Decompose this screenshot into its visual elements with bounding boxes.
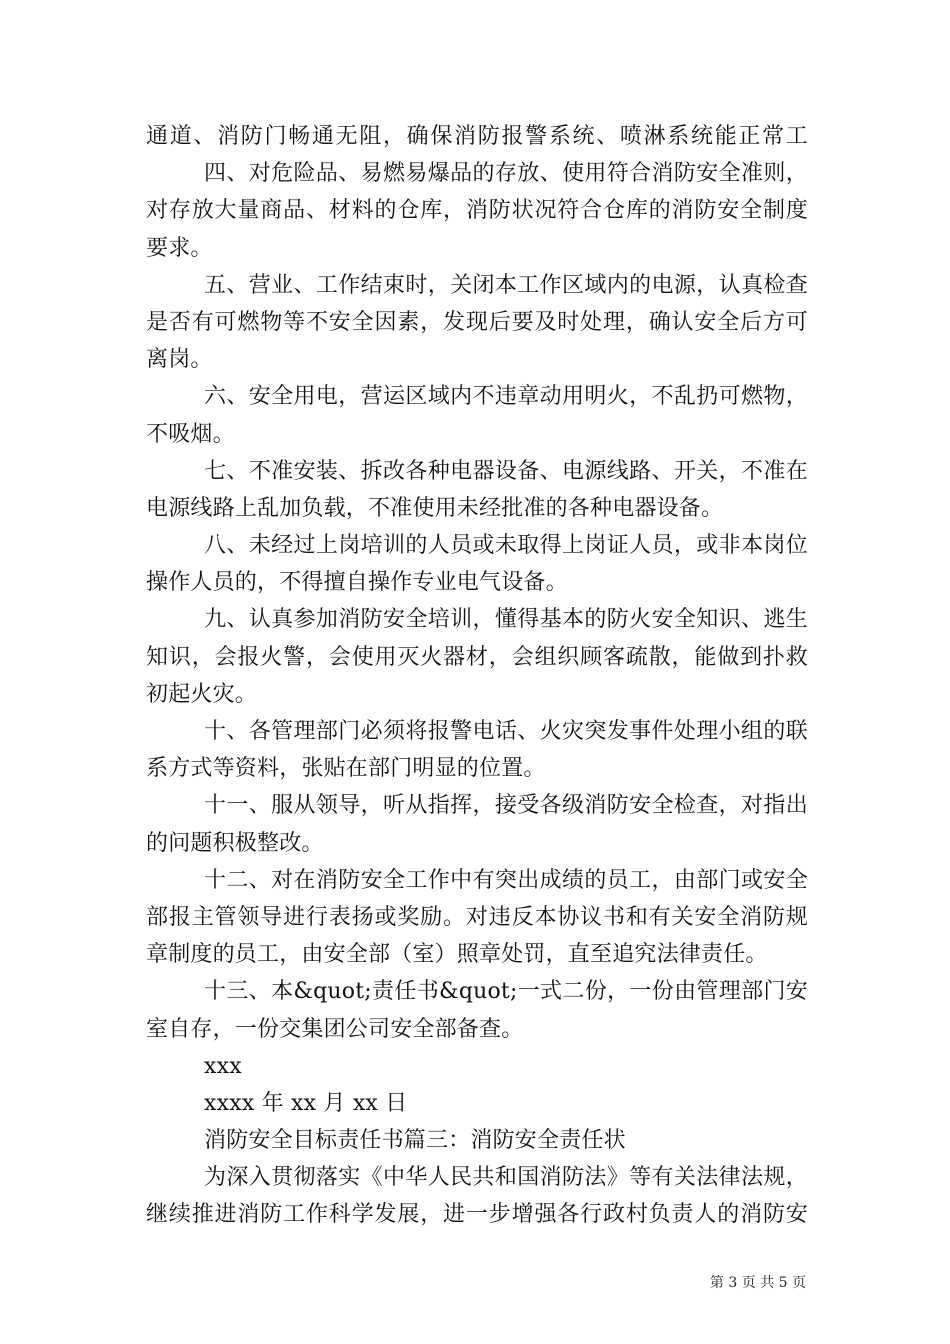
text-line: 是否有可燃物等不安全因素，发现后要及时处理，确认安全后方可	[146, 309, 808, 335]
text-line: 十一、服从领导，听从指挥，接受各级消防安全检查，对指出	[204, 793, 808, 819]
text-line: 知识，会报火警，会使用灭火器材，会组织顾客疏散，能做到扑救	[146, 644, 808, 670]
text-line: 操作人员的，不得擅自操作专业电气设备。	[146, 570, 568, 596]
text-line: 要求。	[146, 235, 213, 261]
text-line: 为深入贯彻落实《中华人民共和国消防法》等有关法律法规，	[204, 1165, 808, 1191]
text-line: 七、不准安装、拆改各种电器设备、电源线路、开关，不准在	[204, 458, 808, 484]
text-line: 六、安全用电，营运区域内不违章动用明火，不乱扔可燃物，	[204, 384, 808, 410]
text-line: 对存放大量商品、材料的仓库，消防状况符合仓库的消防安全制度	[146, 198, 808, 224]
text-line: 离岗。	[146, 347, 213, 373]
text-line: 部报主管领导进行表扬或奖励。对违反本协议书和有关安全消防规	[146, 904, 808, 930]
text-line: 室自存，一份交集团公司安全部备查。	[146, 1016, 524, 1042]
signature-date: xxxx 年 xx 月 xx 日	[204, 1090, 408, 1116]
document-body	[146, 118, 808, 1234]
text-line: 初起火灾。	[146, 681, 258, 707]
text-line: 电源线路上乱加负载，不准使用未经批准的各种电器设备。	[146, 495, 724, 521]
text-line: 八、未经过上岗培训的人员或未取得上岗证人员，或非本岗位	[204, 533, 808, 559]
text-line: 继续推进消防工作科学发展，进一步增强各行政村负责人的消防安	[146, 1202, 808, 1228]
text-line: 系方式等资料，张贴在部门明显的位置。	[146, 756, 546, 782]
text-line: 四、对危险品、易燃易爆品的存放、使用符合消防安全准则，	[204, 161, 808, 187]
signature-name: xxx	[204, 1053, 242, 1079]
text-line: 章制度的员工，由安全部（室）照章处罚，直至追究法律责任。	[146, 942, 768, 968]
text-line: 十、各管理部门必须将报警电话、火灾突发事件处理小组的联	[204, 719, 808, 744]
section-heading: 消防安全目标责任书篇三：消防安全责任状	[204, 1128, 626, 1154]
text-line: 不吸烟。	[146, 421, 235, 447]
page-number: 第 3 页 共 5 页	[709, 1275, 806, 1291]
text-line: 的问题积极整改。	[146, 830, 324, 856]
text-line: 九、认真参加消防安全培训，懂得基本的防火安全知识、逃生	[204, 607, 808, 633]
text-line: 五、营业、工作结束时，关闭本工作区域内的电源，认真检查	[204, 272, 808, 298]
text-line: 十二、对在消防安全工作中有突出成绩的员工，由部门或安全	[204, 867, 808, 893]
text-line: 十三、本&quot;责任书&quot;一式二份，一份由管理部门安	[204, 979, 808, 1005]
text-line: 通道、消防门畅通无阻，确保消防报警系统、喷淋系统能正常工	[146, 124, 808, 149]
